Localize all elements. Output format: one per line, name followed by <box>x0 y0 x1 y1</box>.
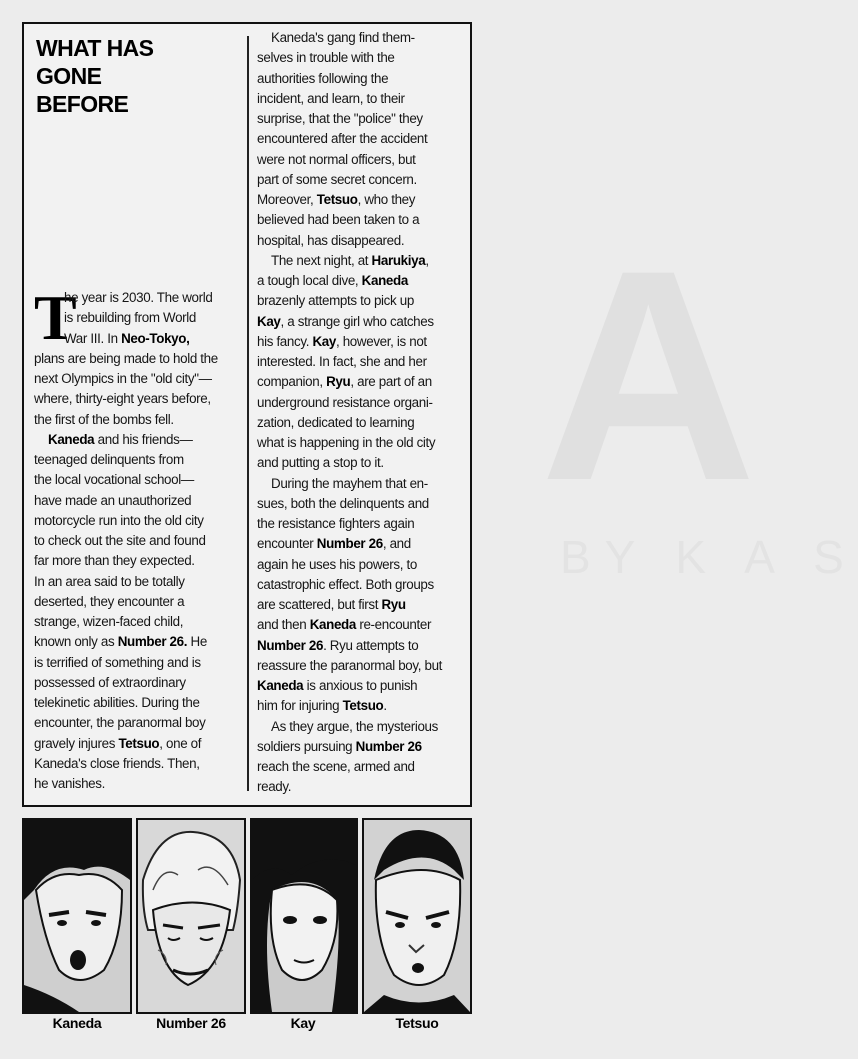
text-line <box>34 551 244 571</box>
text-line <box>257 170 469 190</box>
bold-name: Number 26. <box>117 634 188 650</box>
text-segment: As they argue, the mysterious <box>271 718 438 734</box>
text-segment: him for injuring <box>257 698 343 714</box>
text-segment: , who they <box>357 192 416 207</box>
text-segment: , are part of an <box>350 374 432 390</box>
drop-cap: T <box>34 282 77 353</box>
number26-portrait-icon <box>138 820 244 1012</box>
text-line <box>257 534 469 554</box>
text-line <box>34 430 244 450</box>
text-line <box>257 28 469 48</box>
text-segment: where, thirty-eight years before, <box>34 391 211 407</box>
text-line <box>34 693 244 713</box>
text-line <box>34 450 244 470</box>
text-line <box>34 612 244 632</box>
text-line <box>257 494 469 514</box>
text-segment: a tough local dive, <box>257 273 362 288</box>
text-line <box>257 474 469 494</box>
text-line <box>34 774 244 794</box>
bold-name: Kaneda <box>309 617 356 633</box>
text-segment: reach the scene, armed and <box>257 759 415 774</box>
text-segment: motorcycle run into the old city <box>34 512 204 528</box>
text-line <box>34 308 244 328</box>
bold-name: Kay <box>257 313 281 329</box>
text-segment: he year is 2030. The world <box>64 290 213 305</box>
text-segment: next Olympics in the "old city"— <box>34 371 212 386</box>
heading-line: WHAT HAS <box>36 35 154 61</box>
text-line <box>257 413 469 433</box>
text-segment: , and <box>382 536 411 552</box>
text-segment: he vanishes. <box>34 776 105 791</box>
text-line <box>257 150 469 170</box>
text-line <box>257 48 469 68</box>
text-segment: During the mayhem that en- <box>271 475 428 491</box>
text-segment: , a strange girl who catches <box>280 313 434 329</box>
text-line <box>257 433 469 453</box>
text-line <box>257 332 469 352</box>
text-segment: In an area said to be totally <box>34 573 185 589</box>
text-segment: have made an unauthorized <box>34 492 192 508</box>
text-segment: interested. In fact, she and her <box>257 354 427 369</box>
text-line <box>257 737 469 757</box>
text-segment: telekinetic abilities. During the <box>34 695 200 710</box>
text-segment: is anxious to punish <box>303 678 418 693</box>
text-segment: encountered after the accident <box>257 131 428 147</box>
text-segment: catastrophic effect. Both groups <box>257 576 434 592</box>
bold-name: Number 26 <box>257 637 324 653</box>
text-line <box>257 271 469 291</box>
text-segment: and then <box>257 617 310 633</box>
summary-box <box>22 22 472 807</box>
text-line <box>34 734 244 754</box>
text-line <box>34 592 244 612</box>
text-segment: and his friends— <box>94 431 193 447</box>
text-line <box>34 369 244 389</box>
text-segment: . <box>383 698 387 714</box>
text-segment: War III. In <box>64 330 122 346</box>
text-segment: known only as <box>34 634 118 650</box>
number26-portrait-panel <box>136 818 246 1014</box>
text-segment: Kaneda's close friends. Then, <box>34 755 200 771</box>
bold-name: Number 26 <box>355 738 422 754</box>
text-line <box>257 676 469 696</box>
bold-name: Neo-Tokyo, <box>121 330 190 346</box>
portrait-caption: Kaneda <box>52 1015 102 1031</box>
text-segment: believed had been taken to a <box>257 212 420 228</box>
text-segment: surprise, that the "police" they <box>257 111 423 126</box>
text-segment: to check out the site and found <box>34 533 206 548</box>
text-line <box>257 717 469 737</box>
bold-name: Tetsuo <box>316 192 358 207</box>
right-text-column <box>257 28 469 798</box>
text-line <box>257 69 469 89</box>
bold-name: Kaneda <box>257 678 304 693</box>
portrait-caption: Kay <box>290 1015 316 1031</box>
kay-portrait-icon <box>252 820 356 1012</box>
text-segment: ready. <box>257 779 292 795</box>
text-segment: zation, dedicated to learning <box>257 414 415 430</box>
text-line <box>257 372 469 392</box>
text-line <box>257 312 469 332</box>
text-segment: Kaneda's gang find them- <box>271 30 415 45</box>
bold-name: Ryu <box>381 597 406 612</box>
text-segment: part of some secret concern. <box>257 171 417 187</box>
text-line <box>34 389 244 409</box>
bold-name: Ryu <box>326 374 351 390</box>
bold-name: Number 26 <box>316 536 383 552</box>
text-segment: hospital, has disappeared. <box>257 232 405 248</box>
text-line <box>34 673 244 693</box>
text-line <box>257 615 469 635</box>
text-line <box>257 89 469 109</box>
text-segment: , one of <box>159 735 202 751</box>
text-segment: underground resistance organi- <box>257 394 433 410</box>
kaneda-portrait-icon <box>24 820 130 1012</box>
text-segment: He <box>187 634 207 650</box>
text-segment: authorities following the <box>257 70 389 86</box>
text-line <box>257 291 469 311</box>
text-line <box>257 352 469 372</box>
text-line <box>34 349 244 369</box>
text-line <box>257 129 469 149</box>
text-line <box>257 595 469 615</box>
text-line <box>34 572 244 592</box>
text-segment: encounter <box>257 536 317 552</box>
heading-line: BEFORE <box>36 91 129 117</box>
text-segment: and putting a stop to it. <box>257 455 384 471</box>
text-segment: teenaged delinquents from <box>34 452 184 467</box>
text-segment: soldiers pursuing <box>257 738 356 754</box>
text-line <box>257 514 469 534</box>
text-segment: is terrified of something and is <box>34 654 201 670</box>
section-heading <box>36 34 153 118</box>
text-segment: far more than they expected. <box>34 553 195 569</box>
text-line <box>257 453 469 473</box>
text-segment: are scattered, but first <box>257 597 382 612</box>
text-segment: encounter, the paranormal boy <box>34 715 206 731</box>
text-line <box>34 754 244 774</box>
text-line <box>257 210 469 230</box>
text-line <box>257 190 469 210</box>
text-line <box>257 575 469 595</box>
text-line <box>34 288 244 308</box>
portrait-caption: Tetsuo <box>395 1015 439 1031</box>
text-segment: selves in trouble with the <box>257 50 395 66</box>
text-segment: companion, <box>257 374 327 390</box>
text-segment: the resistance fighters again <box>257 516 415 531</box>
text-segment: , however, is not <box>335 333 427 349</box>
text-segment: is rebuilding from World <box>64 310 197 326</box>
tetsuo-portrait-icon <box>364 820 470 1012</box>
text-segment: re-encounter <box>355 617 432 633</box>
text-line <box>34 511 244 531</box>
text-segment: gravely injures <box>34 735 119 751</box>
text-line <box>34 410 244 430</box>
text-line <box>257 696 469 716</box>
bold-name: Tetsuo <box>342 698 384 714</box>
text-segment: were not normal officers, but <box>257 151 416 167</box>
text-segment: The next night, at <box>271 252 372 268</box>
text-segment: what is happening in the old city <box>257 435 436 450</box>
text-line <box>257 251 469 271</box>
text-line <box>34 531 244 551</box>
portrait-caption: Number 26 <box>156 1015 226 1031</box>
text-line <box>257 393 469 413</box>
text-segment: reassure the paranormal boy, but <box>257 657 443 673</box>
kaneda-portrait-panel <box>22 818 132 1014</box>
text-segment: the first of the bombs fell. <box>34 411 174 427</box>
text-segment: again he uses his powers, to <box>257 556 417 572</box>
text-line <box>257 757 469 777</box>
text-line <box>34 713 244 733</box>
text-line <box>34 329 244 349</box>
text-line <box>257 109 469 129</box>
text-line <box>257 231 469 251</box>
text-line <box>257 656 469 676</box>
bold-name: Harukiya <box>371 252 426 268</box>
text-segment: plans are being made to hold the <box>34 350 218 366</box>
text-line <box>34 491 244 511</box>
column-divider <box>247 36 249 791</box>
text-segment: , <box>425 252 429 268</box>
background-watermark-logo: A BY K A S <box>540 207 858 583</box>
text-segment: deserted, they encounter a <box>34 593 185 609</box>
text-segment: strange, wizen-faced child, <box>34 614 184 629</box>
bold-name: Kaneda <box>361 273 408 288</box>
heading-line: GONE <box>36 63 102 89</box>
text-segment: brazenly attempts to pick up <box>257 293 414 309</box>
tetsuo-portrait-panel <box>362 818 472 1014</box>
bold-name: Kay <box>312 333 336 349</box>
text-line <box>34 470 244 490</box>
text-segment: possessed of extraordinary <box>34 674 186 690</box>
bold-name: Tetsuo <box>118 735 160 751</box>
text-line <box>34 653 244 673</box>
text-line <box>257 636 469 656</box>
text-line <box>257 555 469 575</box>
text-segment: the local vocational school— <box>34 472 194 488</box>
text-segment: Moreover, <box>257 192 317 207</box>
text-segment: his fancy. <box>257 333 313 349</box>
text-segment: sues, both the delinquents and <box>257 495 429 511</box>
bold-name: Kaneda <box>48 431 95 447</box>
text-segment: . Ryu attempts to <box>323 637 419 653</box>
left-text-column <box>34 282 244 794</box>
kay-portrait-panel <box>250 818 358 1014</box>
text-line <box>34 632 244 652</box>
text-segment: incident, and learn, to their <box>257 90 405 106</box>
text-line <box>257 777 469 797</box>
